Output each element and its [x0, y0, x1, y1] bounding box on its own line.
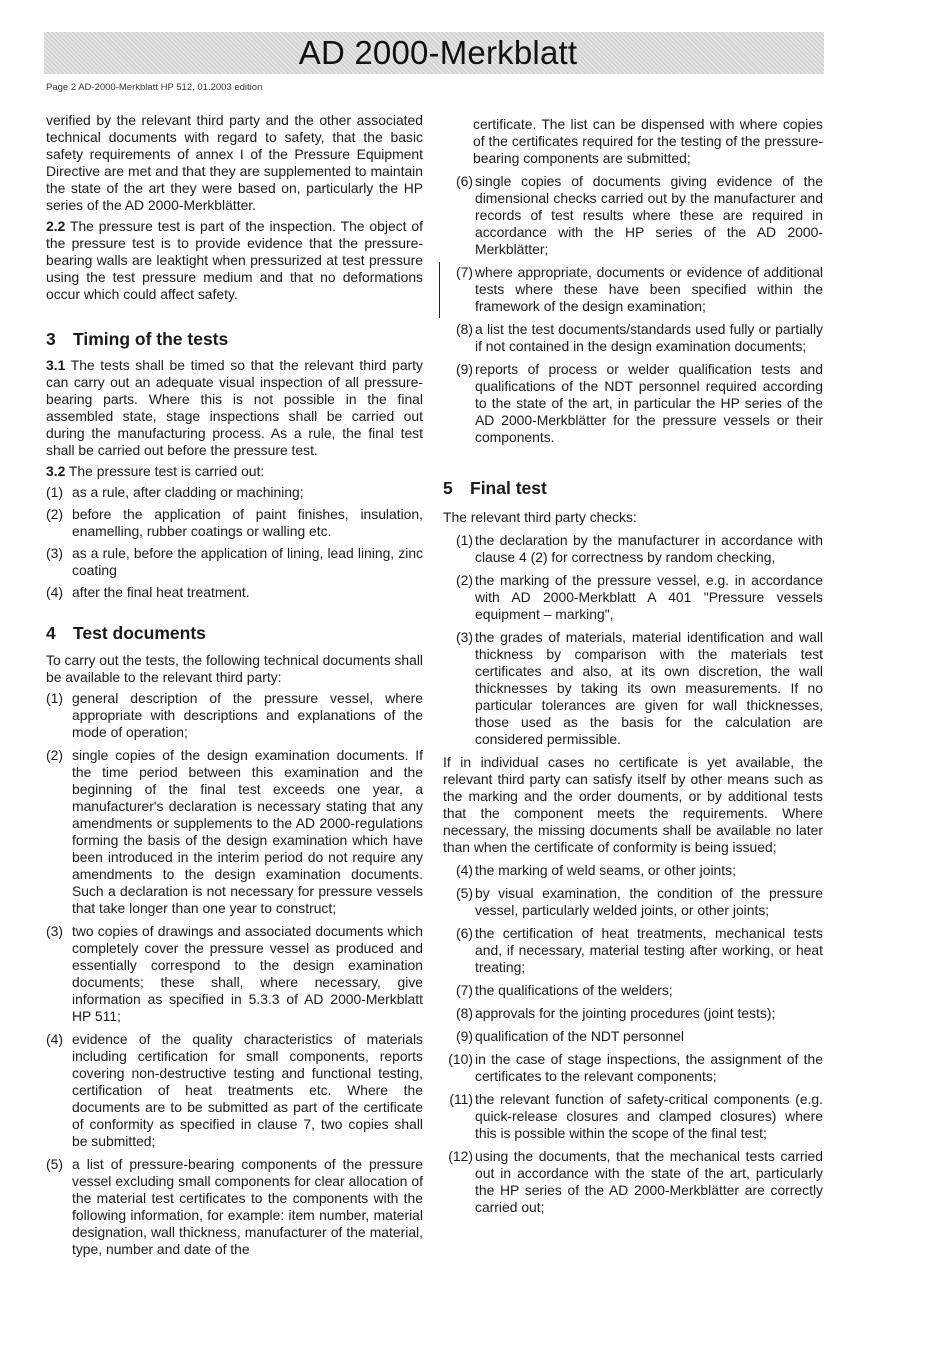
clause-text: The tests shall be timed so that the relevant third party can carry out an adequate visual inspection of all pressure-bearing parts. Where this is not possible in the final assembled state, stage inspections shall be carried out during the manufacturing process. As a rule, the final test shall be carried out before the pressure test.	[46, 357, 423, 458]
section-3-heading	[46, 331, 423, 348]
list-section-3	[46, 484, 423, 601]
section-number: 5	[443, 478, 453, 498]
list-item-number: (2)	[46, 747, 63, 763]
list-item-text: after the final heat treatment.	[72, 584, 250, 600]
list-item-text: approvals for the jointing procedures (joint tests);	[475, 1005, 776, 1021]
list-item	[443, 1051, 823, 1085]
list-item-text: single copies of the design examination documents. If the time period between this examination and the beginning of the final test exceeds one year, a manufacturer's declaration is necessary stating that any amendments or supplements to the AD 2000-regulations forming the basis of the design examination which have been introduced in the interim period do not require any amendments to the design examination documents. Such a declaration is not necessary for pressure vessels that take longer than one year to construct;	[72, 747, 423, 916]
list-item-number: (5)	[46, 1156, 63, 1172]
list-item-text: as a rule, after cladding or machining;	[72, 484, 304, 500]
list-item	[46, 923, 423, 1025]
list-item	[443, 629, 823, 748]
list-item-number: (1)	[46, 690, 63, 706]
list-item-text: the grades of materials, material identification and wall thickness by comparison with the materials test certificates and also, at its own discretion, the wall thicknesses by taking its own measurements. If no particular tolerances are given for wall thicknesses, those used as the basis for the calculation are considered permissible.	[475, 629, 823, 747]
list-section-5	[443, 532, 823, 1216]
section-number: 3	[46, 329, 56, 349]
list-item-text: where appropriate, documents or evidence of additional tests where these have been specified within the framework of the design examination;	[475, 264, 823, 314]
list-item	[46, 484, 423, 501]
list-item-text: the certification of heat treatments, mechanical tests and, if necessary, material testing after working, or heat treating;	[475, 925, 823, 975]
list-item-number: (1)	[46, 484, 63, 500]
list-item-number: (11)	[449, 1091, 473, 1107]
list-item-number: (5)	[456, 885, 473, 901]
list-item-text: the qualifications of the welders;	[475, 982, 673, 998]
clause-number: 2.2	[46, 218, 66, 234]
section-5-intro: The relevant third party checks:	[443, 509, 637, 525]
clause-number: 3.1	[46, 357, 66, 373]
list-item-number: (8)	[456, 1005, 473, 1021]
list-item-number: (3)	[46, 545, 63, 561]
list-item-text: using the documents, that the mechanical tests carried out in accordance with the state of the art, particularly the HP series of the AD 2000-Merkblätter are correctly carried out;	[475, 1148, 823, 1215]
list-item-number: (3)	[456, 629, 473, 645]
paragraph-2-2	[46, 218, 423, 303]
list-item	[443, 532, 823, 566]
list-item	[46, 584, 423, 601]
list-item	[443, 885, 823, 919]
list-item-text: single copies of documents giving evidence of the dimensional checks carried out by the manufacturer and records of test results where these are required in accordance with the HP series of the AD 2000-Merkblätter;	[475, 173, 823, 257]
list-item	[443, 572, 823, 623]
list-item-number: (4)	[46, 584, 63, 600]
right-column	[443, 116, 823, 1216]
section-4-heading	[46, 625, 423, 642]
list-item-number: (6)	[456, 173, 473, 189]
list-item-number: (7)	[456, 982, 473, 998]
page-info: Page 2 AD-2000-Merkblatt HP 512, 01.2003 edition	[46, 82, 263, 93]
list-item-number: (2)	[46, 506, 63, 522]
list-item	[46, 506, 423, 540]
list-item	[443, 264, 823, 315]
list-item-continuation: certificate. The list can be dispensed with where copies of the certificates required for the testing of the pressure-bearing components are submitted;	[473, 116, 823, 166]
paragraph-3-2	[46, 463, 423, 480]
section-5-heading	[443, 480, 823, 497]
list-item	[443, 862, 823, 879]
list-item-number: (1)	[456, 532, 473, 548]
list-item-number: (3)	[46, 923, 63, 939]
section-title: Timing of the tests	[73, 329, 229, 349]
list-item-text: the declaration by the manufacturer in accordance with clause 4 (2) for correctness by random checking,	[475, 532, 823, 565]
list-item-text: the relevant function of safety-critical components (e.g. quick-release closures and clamped closures) where this is possible within the scope of the final test;	[475, 1091, 823, 1141]
list-item	[443, 925, 823, 976]
list-item	[443, 1028, 823, 1045]
list-item	[46, 747, 423, 917]
list-item	[46, 545, 423, 579]
left-column	[46, 112, 423, 1258]
list-item-number: (10)	[448, 1051, 473, 1067]
list-item-text: a list the test documents/standards used fully or partially if not contained in the design examination documents;	[475, 321, 823, 354]
list-item-text: as a rule, before the application of lining, lead lining, zinc coating	[72, 545, 423, 578]
section-title: Final test	[470, 478, 547, 498]
revision-bar	[439, 262, 440, 318]
list-item	[46, 1156, 423, 1258]
list-item-text: a list of pressure-bearing components of the pressure vessel excluding small components for clear allocation of the material test certificates to the components with the following information, for example: item number, material designation, wall thickness, manufacturer of the material, type, number and date of the	[72, 1156, 423, 1257]
list-item	[443, 1148, 823, 1216]
list-item-number: (9)	[456, 1028, 473, 1044]
list-item-text: general description of the pressure vessel, where appropriate with descriptions and explanations of the mode of operation;	[72, 690, 423, 740]
list-item-text: the marking of weld seams, or other joints;	[475, 862, 736, 878]
clause-text: The pressure test is part of the inspection. The object of the pressure test is to provide evidence that the pressure-bearing walls are leaktight when pressurized at test pressure using the test pressure medium and that no deformations occur which could affect safety.	[46, 218, 423, 302]
list-item-number: (8)	[456, 321, 473, 337]
list-item	[443, 361, 823, 446]
section-title: Test documents	[73, 623, 206, 643]
list-section-4-continued	[443, 173, 823, 446]
document-title: AD 2000-Merkblatt	[298, 34, 578, 71]
clause-number: 3.2	[46, 463, 66, 479]
list-item	[443, 1091, 823, 1142]
list-item-text: qualification of the NDT personnel	[475, 1028, 684, 1044]
paragraph-3-1	[46, 357, 423, 459]
list-item-text: before the application of paint finishes, insulation, enamelling, rubber coatings or walling etc.	[72, 506, 423, 539]
header-band	[44, 32, 824, 74]
section-number: 4	[46, 623, 56, 643]
list-item-number: (2)	[456, 572, 473, 588]
list-item	[46, 690, 423, 741]
list-item-text: by visual examination, the condition of the pressure vessel, particularly welded joints, or other joints;	[475, 885, 823, 918]
list-item-text: two copies of drawings and associated documents which completely cover the pressure vessel as produced and essentially correspond to the design examination documents; these shall, where necessary, give information as specified in 5.3.3 of AD 2000-Merkblatt HP 511;	[72, 923, 423, 1024]
list-item-text: reports of process or welder qualification tests and qualifications of the NDT personnel required according to the state of the art, in particular the HP series of the AD 2000-Merkblätter for the pressure vessels or their components.	[475, 361, 823, 445]
list-item-subparagraph: If in individual cases no certificate is yet available, the relevant third party can satisfy itself by other means such as the marking and the order douments, or by additional tests that the component meets the requirements. Where necessary, the missing documents shall be available no later than when the certificate of conformity is being issued;	[443, 754, 823, 855]
section-4-intro: To carry out the tests, the following technical documents shall be available to the relevant third party:	[46, 652, 423, 685]
list-item-text: the marking of the pressure vessel, e.g. in accordance with AD 2000-Merkblatt A 401 "Pressure vessels equipment – marking",	[475, 572, 823, 622]
list-item-number: (12)	[448, 1148, 473, 1164]
list-item-text: evidence of the quality characteristics of materials including certification for small components, reports covering non-destructive testing and functional testing, certification of heat treatments etc. Where the documents are to be submitted as part of the certificate of conformity as specified in clause 7, two copies shall be submitted;	[72, 1031, 423, 1149]
list-item-number: (4)	[46, 1031, 63, 1047]
list-item	[443, 321, 823, 355]
list-item-text: in the case of stage inspections, the assignment of the certificates to the relevant components;	[475, 1051, 823, 1084]
list-section-4	[46, 690, 423, 1258]
list-item	[443, 173, 823, 258]
list-item-number: (7)	[456, 264, 473, 280]
intro-paragraph: verified by the relevant third party and the other associated technical documents with regard to safety, that the basic safety requirements of annex I of the Pressure Equipment Directive are met and that they are supplemented to maintain the state of the art they were based on, particularly the HP series of the AD 2000-Merkblätter.	[46, 112, 423, 213]
list-item-number: (9)	[456, 361, 473, 377]
list-item-number: (4)	[456, 862, 473, 878]
list-item-number: (6)	[456, 925, 473, 941]
clause-text: The pressure test is carried out:	[68, 463, 265, 479]
list-item	[443, 982, 823, 999]
list-item	[46, 1031, 423, 1150]
list-item	[443, 1005, 823, 1022]
